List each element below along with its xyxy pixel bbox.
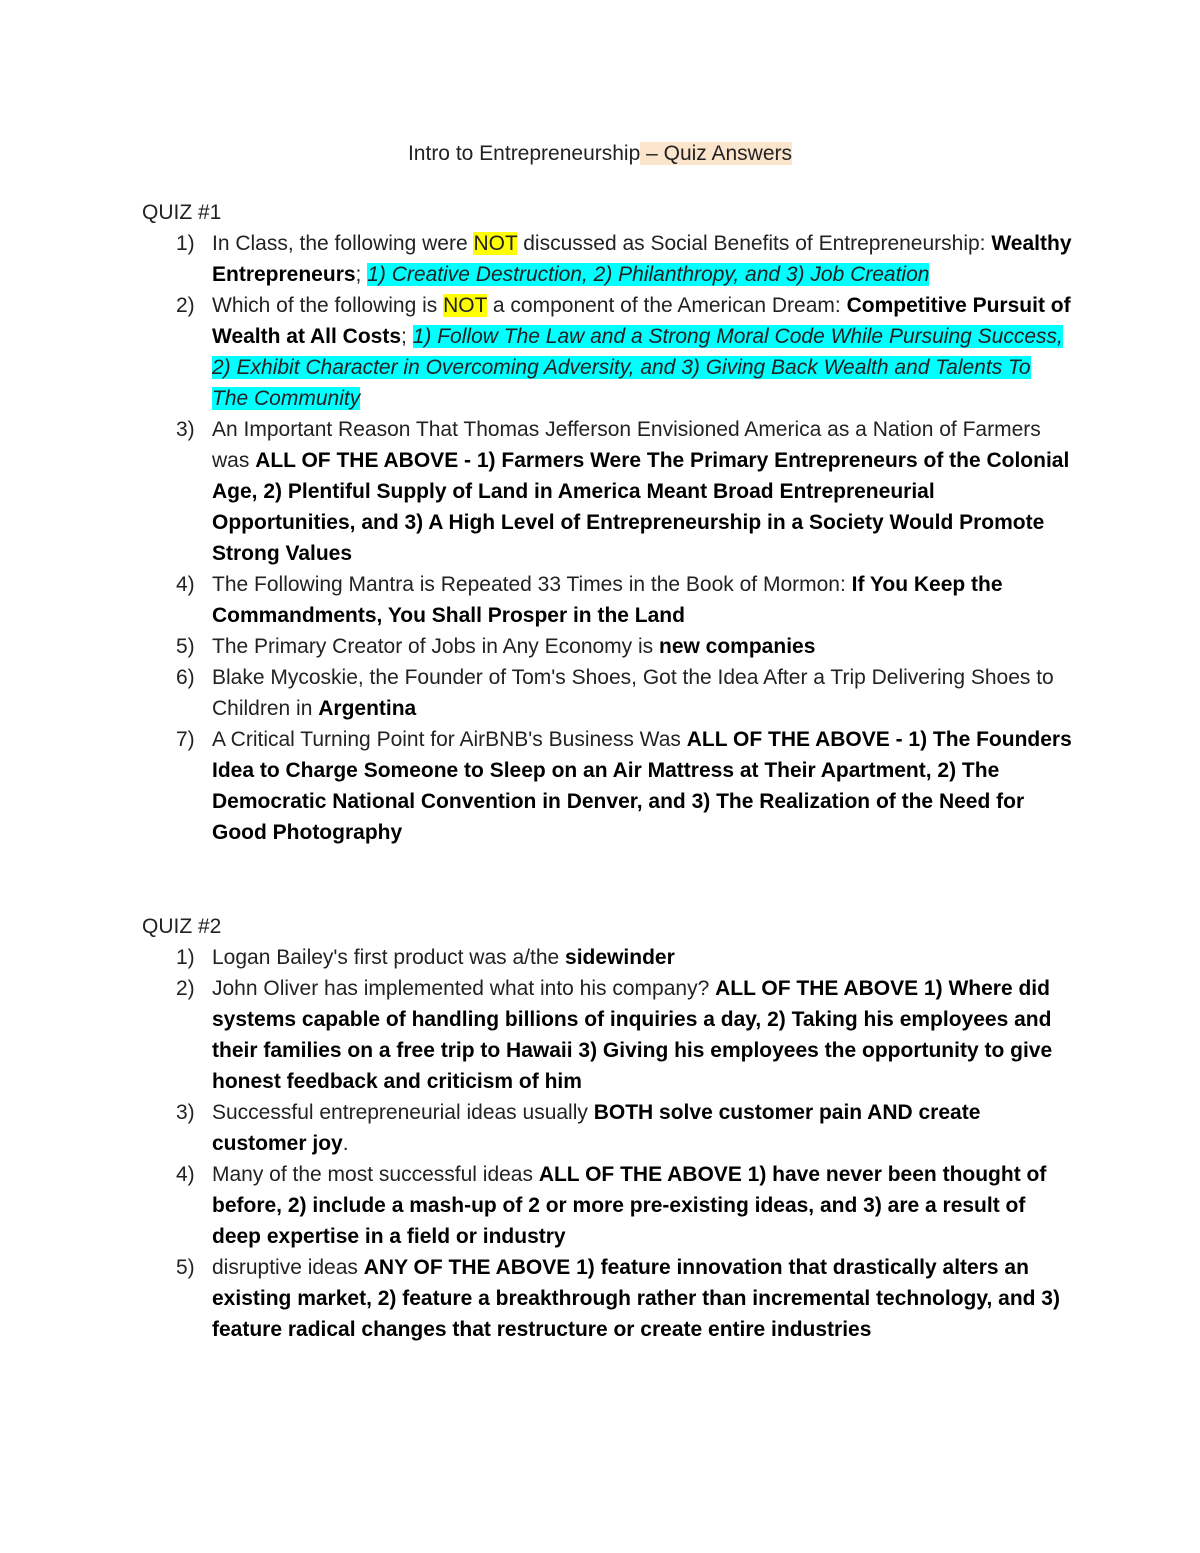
quiz1-list xyxy=(142,228,1072,848)
answer-text: sidewinder xyxy=(565,946,675,969)
answer-text: ANY OF THE ABOVE 1) feature innovation that drastically alters an existing market, 2) feature a breakthrough rather than incremental technology, and 3) feature radical changes that restructure or create entire industries xyxy=(212,1256,1060,1341)
list-item xyxy=(142,1252,1072,1345)
other-options: 1) Follow The Law and a Strong Moral Code While Pursuing Success, 2) Exhibit Character in Overcoming Adversity, and 3) Giving Back Wealth and Talents To The Community xyxy=(212,325,1063,410)
list-item xyxy=(142,569,1072,631)
item-number: 5) xyxy=(176,635,195,658)
list-item xyxy=(142,724,1072,848)
item-number: 3) xyxy=(176,1101,195,1124)
question-text: A Critical Turning Point for AirBNB's Business Was xyxy=(212,728,687,751)
answer-text: ALL OF THE ABOVE 1) Where did systems capable of handling billions of inquiries a day, 2) Taking his employees and their families on a free trip to Hawaii 3) Giving his employees the opportunity to give honest feedback and criticism of him xyxy=(212,977,1053,1093)
item-number: 6) xyxy=(176,666,195,689)
question-text: Logan Bailey's first product was a/the xyxy=(212,946,566,969)
not-highlight: NOT xyxy=(473,232,518,255)
answer-text: If You Keep the Commandments, You Shall Prosper in the Land xyxy=(212,573,1003,627)
item-number: 4) xyxy=(176,1163,195,1186)
question-text: An Important Reason That Thomas Jefferson Envisioned America as a Nation of Farmers was xyxy=(212,418,1041,472)
separator: ; xyxy=(355,263,362,286)
list-item xyxy=(142,290,1072,414)
question-text: disruptive ideas xyxy=(212,1256,364,1279)
list-item xyxy=(142,1159,1072,1252)
list-item xyxy=(142,662,1072,724)
item-number: 4) xyxy=(176,573,195,596)
question-text: In Class, the following were xyxy=(212,232,474,255)
list-item xyxy=(142,973,1072,1097)
answer-text: BOTH solve customer pain AND create customer joy xyxy=(212,1101,981,1155)
question-text: Blake Mycoskie, the Founder of Tom's Shoes, Got the Idea After a Trip Delivering Shoes to Children in xyxy=(212,666,1054,720)
answer-text: ALL OF THE ABOVE 1) have never been thought of before, 2) include a mash-up of 2 or more pre-existing ideas, and 3) are a result of deep expertise in a field or industry xyxy=(212,1163,1047,1248)
item-number: 1) xyxy=(176,232,195,255)
question-text: Successful entrepreneurial ideas usually xyxy=(212,1101,594,1124)
question-text: Which of the following is xyxy=(212,294,444,317)
item-number: 2) xyxy=(176,977,195,1000)
not-highlight: NOT xyxy=(443,294,488,317)
quiz2-list xyxy=(142,942,1072,1345)
question-text: John Oliver has implemented what into his company? xyxy=(212,977,716,1000)
title-main: Intro to Entrepreneurship xyxy=(407,142,641,165)
answer-text: Wealthy Entrepreneurs xyxy=(212,232,1072,286)
answer-text: ALL OF THE ABOVE - 1) Farmers Were The Primary Entrepreneurs of the Colonial Age, 2) Plentiful Supply of Land in America Meant Broad Entrepreneurial Opportunities, and 3) A High Level of Entrepreneurship in a Society Would Promote Strong Values xyxy=(212,449,1070,565)
document-title xyxy=(0,140,1200,168)
question-text: a component of the American Dream: xyxy=(487,294,847,317)
answer-text: ALL OF THE ABOVE - 1) The Founders Idea to Charge Someone to Sleep on an Air Mattress at Their Apartment, 2) The Democratic National Convention in Denver, and 3) The Realization of the Need for Good Photography xyxy=(212,728,1072,844)
spacer xyxy=(407,325,413,348)
list-item xyxy=(142,631,1072,662)
question-text: Many of the most successful ideas xyxy=(212,1163,539,1186)
question-text: The Following Mantra is Repeated 33 Times in the Book of Mormon: xyxy=(212,573,852,596)
item-number: 5) xyxy=(176,1256,195,1279)
quiz2-heading: QUIZ #2 xyxy=(142,915,222,938)
item-number: 2) xyxy=(176,294,195,317)
answer-text: new companies xyxy=(659,635,816,658)
list-item xyxy=(142,414,1072,569)
item-number: 1) xyxy=(176,946,195,969)
quiz1-heading: QUIZ #1 xyxy=(142,201,222,224)
list-item xyxy=(142,1097,1072,1159)
other-options: 1) Creative Destruction, 2) Philanthropy, and 3) Job Creation xyxy=(367,263,930,286)
list-item xyxy=(142,228,1072,290)
question-text: discussed as Social Benefits of Entrepreneurship: xyxy=(517,232,992,255)
trailing-punctuation: . xyxy=(342,1132,349,1155)
list-item xyxy=(142,942,1072,973)
title-highlighted: – Quiz Answers xyxy=(640,142,793,165)
separator: ; xyxy=(401,325,407,348)
question-text: The Primary Creator of Jobs in Any Economy is xyxy=(212,635,659,658)
answer-text: Argentina xyxy=(318,697,417,720)
item-number: 3) xyxy=(176,418,195,441)
item-number: 7) xyxy=(176,728,195,751)
answer-text: Competitive Pursuit of Wealth at All Costs xyxy=(212,294,1071,348)
